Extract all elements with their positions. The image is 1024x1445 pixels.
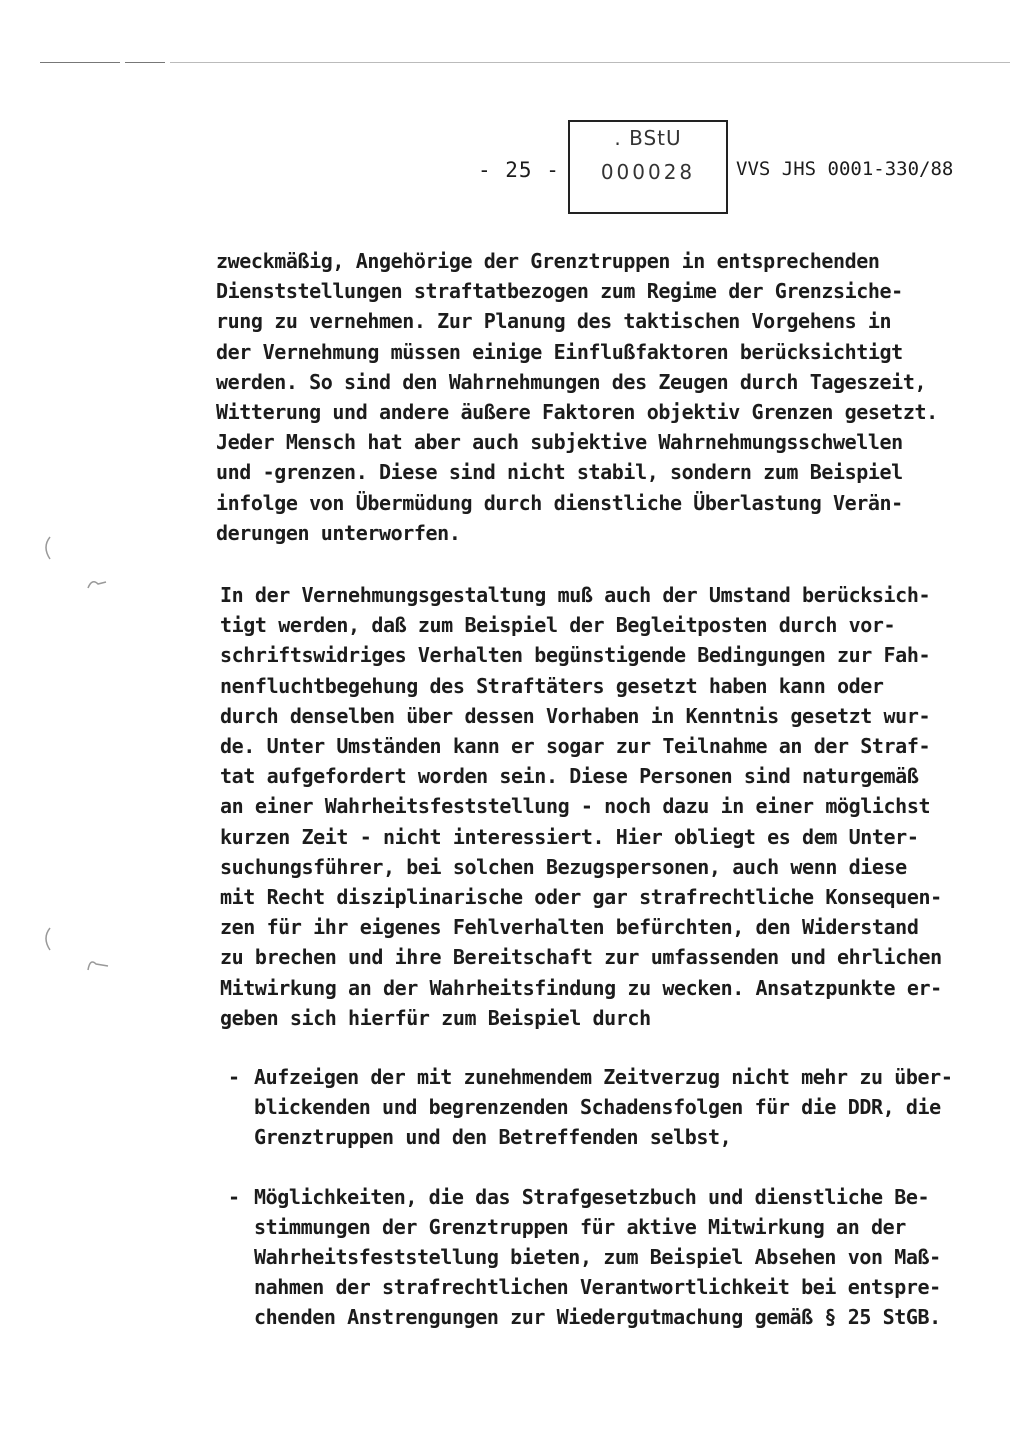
text-line: Dienststellungen straftatbezogen zum Regime der Grenzsiche- bbox=[216, 279, 903, 304]
text-line: Aufzeigen der mit zunehmendem Zeitverzug nicht mehr zu über- bbox=[254, 1065, 953, 1089]
paragraph bbox=[220, 580, 990, 1033]
text-line: chenden Anstrengungen zur Wiedergutmachung gemäß § 25 StGB. bbox=[254, 1305, 941, 1329]
list-dash: - bbox=[228, 1065, 240, 1089]
margin-mark bbox=[86, 956, 110, 974]
text-line: an einer Wahrheitsfeststellung - noch dazu in einer möglichst bbox=[220, 794, 931, 819]
top-rule bbox=[125, 62, 165, 63]
stamp-label: . BStU bbox=[614, 126, 682, 150]
list-item-text bbox=[254, 1182, 941, 1332]
text-line: Jeder Mensch hat aber auch subjektive Wahrnehmungsschwellen bbox=[216, 430, 903, 455]
margin-mark bbox=[40, 926, 54, 952]
margin-mark bbox=[86, 576, 108, 592]
text-line: infolge von Übermüdung durch dienstliche Überlastung Verän- bbox=[216, 490, 903, 515]
text-line: der Vernehmung müssen einige Einflußfaktoren berücksichtigt bbox=[216, 339, 903, 364]
text-line: werden. So sind den Wahrnehmungen des Zeugen durch Tageszeit, bbox=[216, 369, 927, 394]
text-line: In der Vernehmungsgestaltung muß auch der Umstand berücksich- bbox=[220, 583, 931, 607]
text-line: schriftswidriges Verhalten begünstigende Bedingungen zur Fah- bbox=[220, 643, 931, 668]
stamp-number: 000028 bbox=[600, 160, 696, 184]
text-line: de. Unter Umständen kann er sogar zur Teilnahme an der Straf- bbox=[220, 734, 931, 759]
text-line: mit Recht disziplinarische oder gar strafrechtliche Konsequen- bbox=[220, 885, 942, 910]
text-line: tat aufgefordert worden sein. Diese Personen sind naturgemäß bbox=[220, 764, 919, 789]
text-line: rung zu vernehmen. Zur Planung des taktischen Vorgehens in bbox=[216, 309, 892, 334]
archive-stamp bbox=[568, 120, 728, 214]
text-line: tigt werden, daß zum Beispiel der Begleitposten durch vor- bbox=[220, 613, 896, 638]
text-line: nenfluchtbegehung des Straftäters gesetzt haben kann oder bbox=[220, 673, 884, 698]
document-reference: VVS JHS 0001-330/88 bbox=[736, 158, 954, 180]
text-line: Mitwirkung an der Wahrheitsfindung zu wecken. Ansatzpunkte er- bbox=[220, 975, 942, 1000]
text-line: nahmen der strafrechtlichen Verantwortlichkeit bei entspre- bbox=[254, 1275, 941, 1299]
list-dash: - bbox=[228, 1185, 240, 1209]
text-line: durch denselben über dessen Vorhaben in Kenntnis gesetzt wur- bbox=[220, 703, 931, 728]
text-line: derungen unterworfen. bbox=[216, 520, 461, 545]
text-line: und -grenzen. Diese sind nicht stabil, sondern zum Beispiel bbox=[216, 460, 903, 485]
text-line: blickenden und begrenzenden Schadensfolgen für die DDR, die bbox=[254, 1095, 941, 1119]
text-line: Möglichkeiten, die das Strafgesetzbuch und dienstliche Be- bbox=[254, 1185, 930, 1209]
text-line: Grenztruppen und den Betreffenden selbst, bbox=[254, 1125, 732, 1149]
text-line: zweckmäßig, Angehörige der Grenztruppen in entsprechenden bbox=[216, 249, 880, 273]
page-number: - 25 - bbox=[478, 158, 560, 182]
text-line: Wahrheitsfeststellung bieten, zum Beispiel Absehen von Maß- bbox=[254, 1245, 941, 1269]
text-line: zen für ihr eigenes Fehlverhalten befürchten, den Widerstand bbox=[220, 915, 919, 940]
text-line: Witterung und andere äußere Faktoren objektiv Grenzen gesetzt. bbox=[216, 400, 938, 425]
paragraph bbox=[216, 246, 986, 548]
text-line: stimmungen der Grenztruppen für aktive Mitwirkung an der bbox=[254, 1215, 906, 1239]
top-rule bbox=[170, 62, 1010, 63]
list-item-text bbox=[254, 1062, 952, 1152]
text-line: geben sich hierfür zum Beispiel durch bbox=[220, 1005, 651, 1030]
text-line: kurzen Zeit - nicht interessiert. Hier obliegt es dem Unter- bbox=[220, 824, 919, 849]
margin-mark bbox=[40, 535, 54, 561]
text-line: zu brechen und ihre Bereitschaft zur umfassenden und ehrlichen bbox=[220, 945, 942, 970]
top-rule bbox=[40, 62, 120, 63]
text-line: suchungsführer, bei solchen Bezugspersonen, auch wenn diese bbox=[220, 854, 907, 879]
